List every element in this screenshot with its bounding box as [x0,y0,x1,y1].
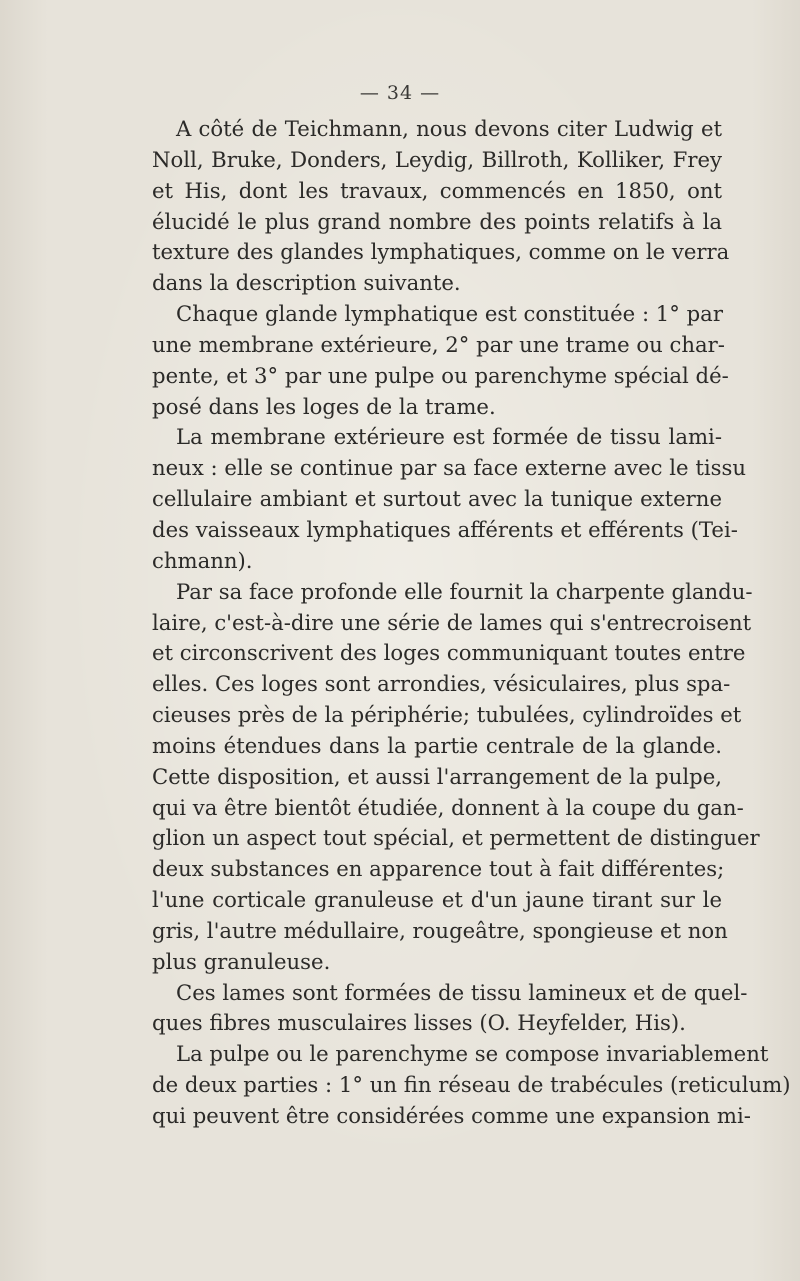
text-line: qui va être bientôt étudiée, donnent à la coupe du gan- [152,794,744,820]
text-line: pente, et 3° par une pulpe ou parenchyme spécial dé- [152,362,729,388]
text-line: dans la description suivante. [152,270,461,296]
text-line: Par sa face profonde elle fournit la charpente glandu- [176,578,753,604]
text-line: de deux parties : 1° un fin réseau de trabécules (reticulum) [152,1072,791,1098]
body-text [152,114,791,1132]
text-line: moins étendues dans la partie centrale de la glande. [152,732,722,758]
text-line: neux : elle se continue par sa face externe avec le tissu [152,455,746,481]
text-line: glion un aspect tout spécial, et permettent de distinguer [152,825,760,851]
text-line: Ces lames sont formées de tissu lamineux et de quel- [176,979,748,1005]
text-line: plus granuleuse. [152,948,331,974]
text-line: gris, l'autre médullaire, rougeâtre, spongieuse et non [152,917,728,943]
text-line: laire, c'est-à-dire une série de lames qui s'entrecroisent [152,609,752,635]
text-line: une membrane extérieure, 2° par une trame ou char- [152,331,725,357]
text-line: qui peuvent être considérées comme une expansion mi- [152,1103,751,1128]
text-line: et circonscrivent des loges communiquant toutes entre [152,640,746,666]
text-line: l'une corticale granuleuse et d'un jaune tirant sur le [152,887,722,913]
text-line: Chaque glande lymphatique est constituée : 1° par [176,301,723,327]
text-line: La pulpe ou le parenchyme se compose invariablement [176,1041,769,1067]
text-line: La membrane extérieure est formée de tissu lami- [176,424,722,450]
text-line: Noll, Bruke, Donders, Leydig, Billroth, Kolliker, Frey [152,146,722,172]
text-line: posé dans les loges de la trame. [152,393,496,419]
text-line: élucidé le plus grand nombre des points relatifs à la [152,208,722,234]
text-line: texture des glandes lymphatiques, comme on le verra [152,239,730,265]
text-line: Cette disposition, et aussi l'arrangement de la pulpe, [152,763,722,789]
text-line: ques fibres musculaires lisses (O. Heyfelder, His). [152,1010,686,1036]
text-line: des vaisseaux lymphatiques afférents et efférents (Tei- [152,516,738,542]
page-number: — 34 — [359,82,441,104]
text-line: deux substances en apparence tout à fait différentes; [152,856,725,882]
text-line: et His, dont les travaux, commencés en 1850, ont [152,177,722,203]
text-line: cieuses près de la périphérie; tubulées, cylindroïdes et [152,702,742,728]
text-line: A côté de Teichmann, nous devons citer Ludwig et [176,116,722,141]
text-line: elles. Ces loges sont arrondies, vésiculaires, plus spa- [152,671,731,697]
text-line: chmann). [152,547,253,573]
text-line: cellulaire ambiant et surtout avec la tunique externe [152,486,722,512]
